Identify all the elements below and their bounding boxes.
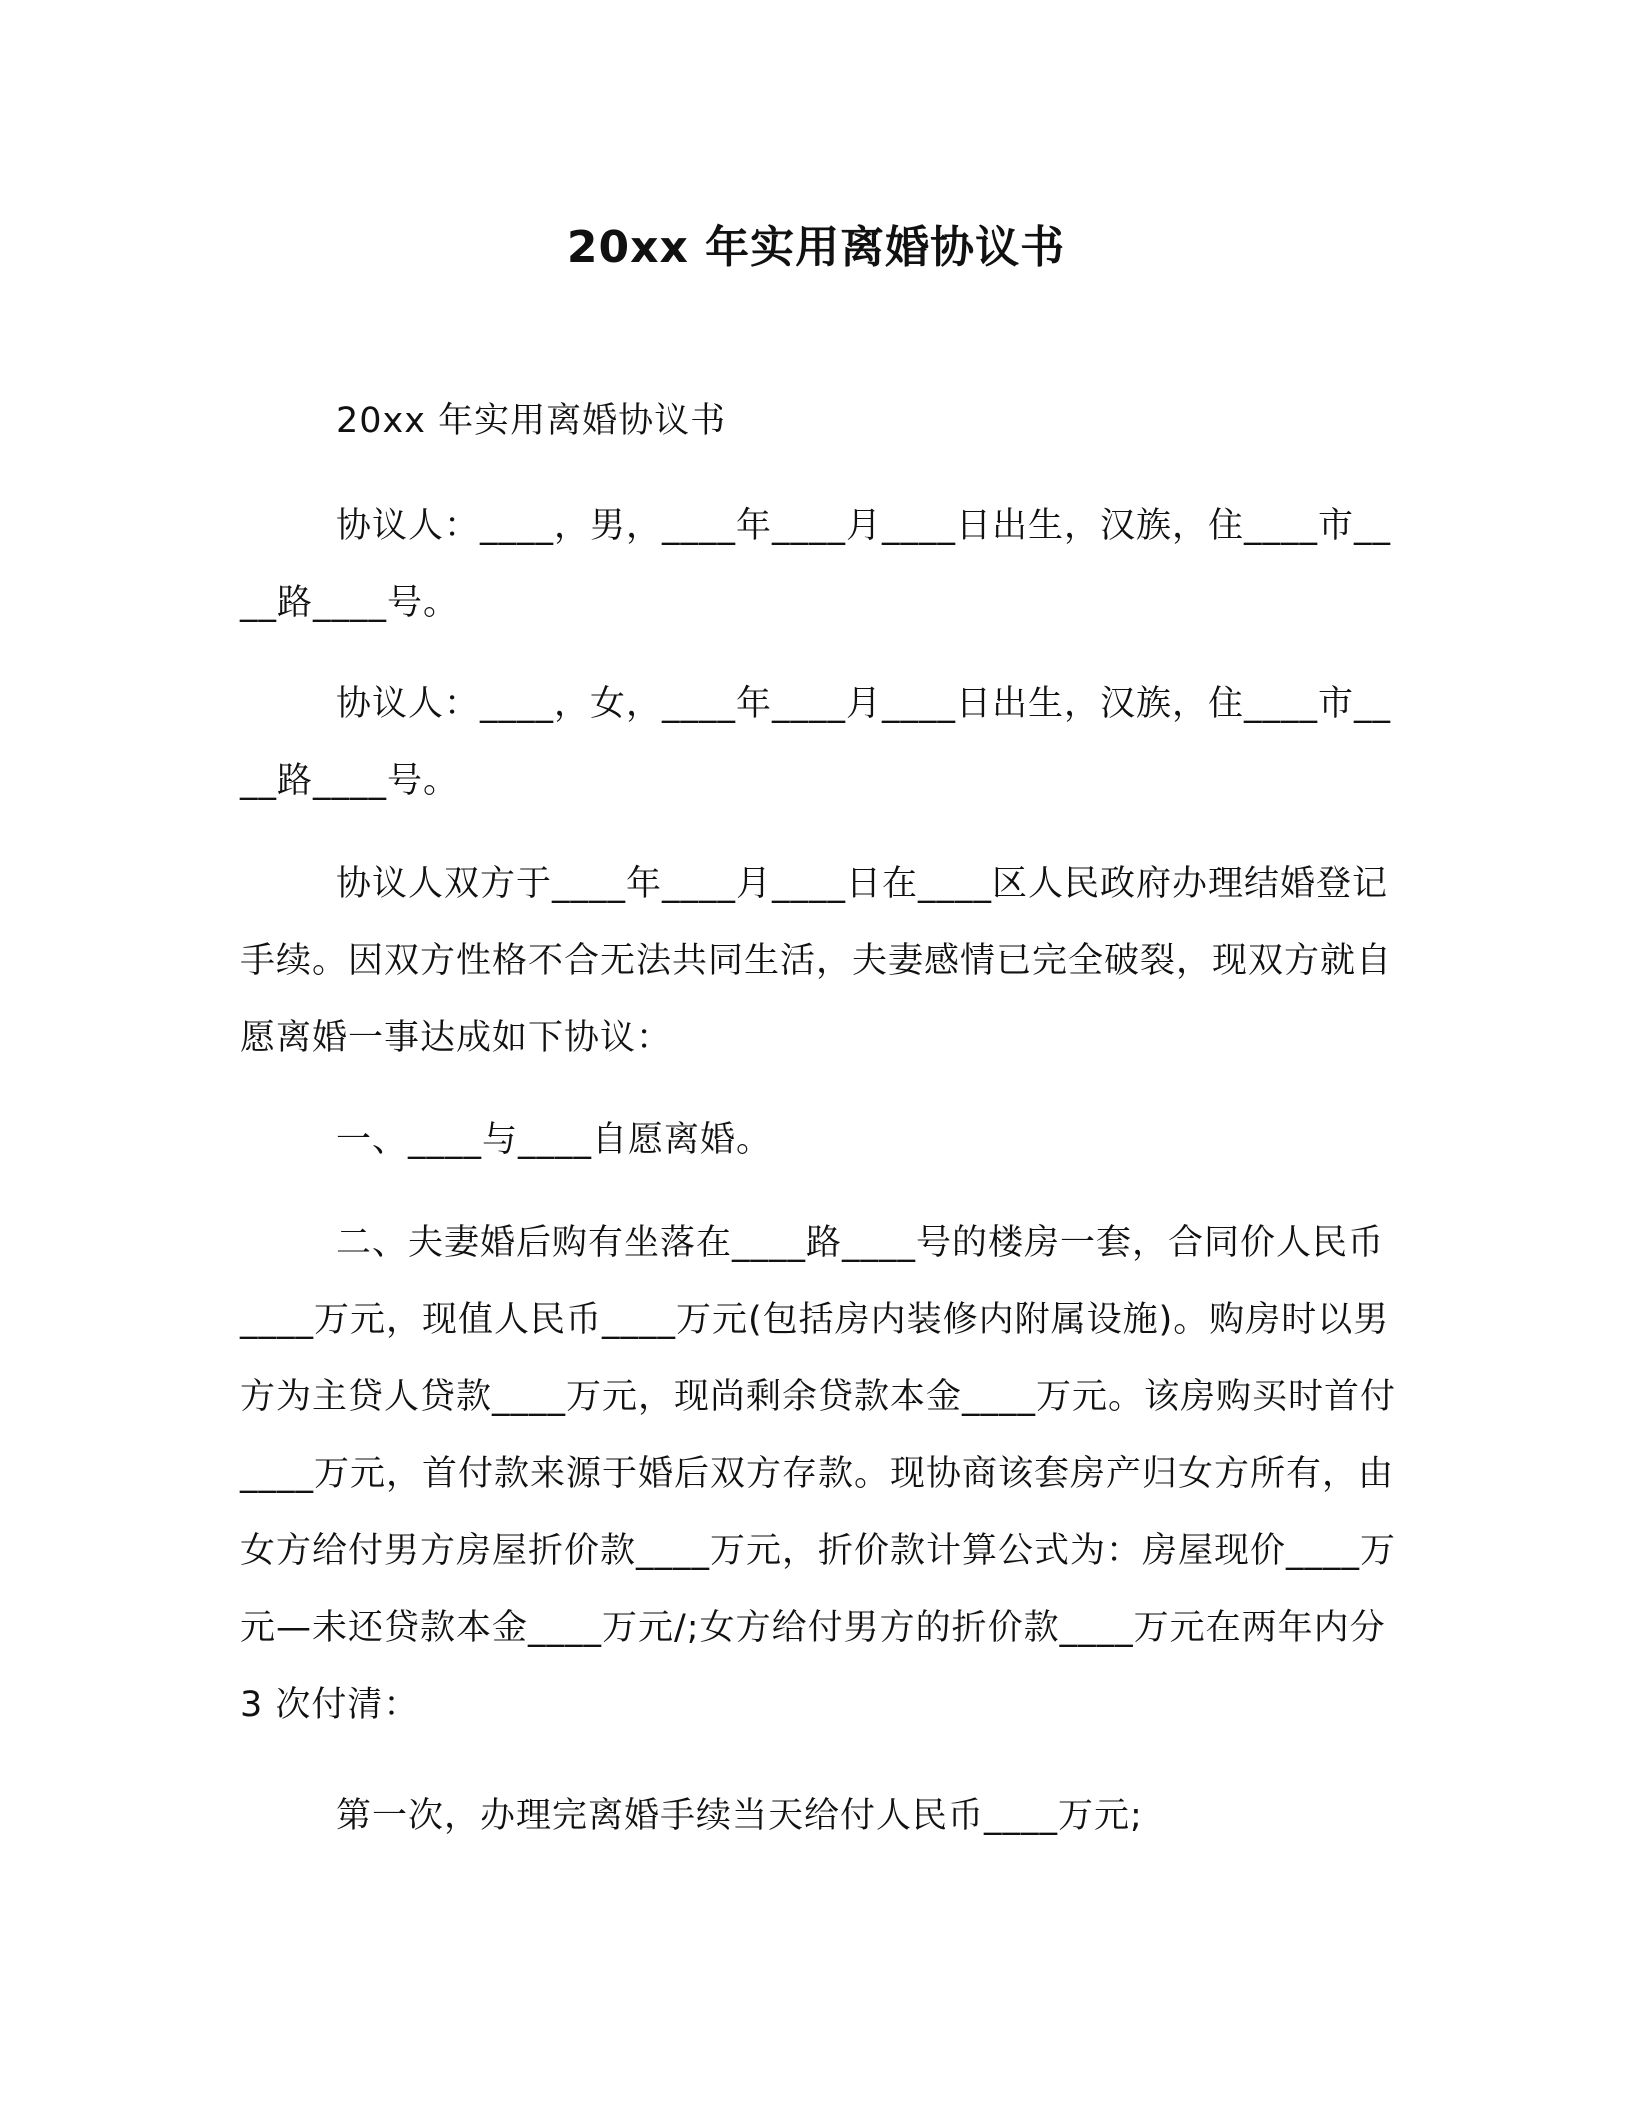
- document-title: 20xx 年实用离婚协议书: [566, 222, 1066, 273]
- marriage-registration-paragraph: 协议人双方于____年____月____日在____区人民政府办理结婚登记手续。因双方性格不合无法共同生活，夫妻感情已完全破裂，现双方就自愿离婚一事达成如下协议：: [240, 864, 1393, 1058]
- clause-one-paragraph: 一、____与____自愿离婚。: [336, 1120, 773, 1160]
- party-male-paragraph: 协议人：____，男，____年____月____日出生，汉族，住____市____路____号。: [240, 506, 1392, 623]
- first-payment-paragraph: 第一次，办理完离婚手续当天给付人民币____万元;: [336, 1796, 1143, 1836]
- subtitle-paragraph: 20xx 年实用离婚协议书: [336, 401, 727, 441]
- party-female-paragraph: 协议人：____，女，____年____月____日出生，汉族，住____市____路____号。: [240, 684, 1392, 801]
- clause-two-paragraph: 二、夫妻婚后购有坐落在____路____号的楼房一套，合同价人民币____万元，现值人民币____万元(包括房内装修内附属设施)。购房时以男方为主贷人贷款____万元，现尚剩余贷款本金____万元。该房购买时首付____万元，首付款来源于婚后双方存款。现协商该套房产归女方所有，由女方给付男方房屋折价款____万元，折价款计算公式为：房屋现价____万元—未还贷款本金____万元/;女方给付男方的折价款____万元在两年内分 3 次付清：: [240, 1223, 1397, 1725]
